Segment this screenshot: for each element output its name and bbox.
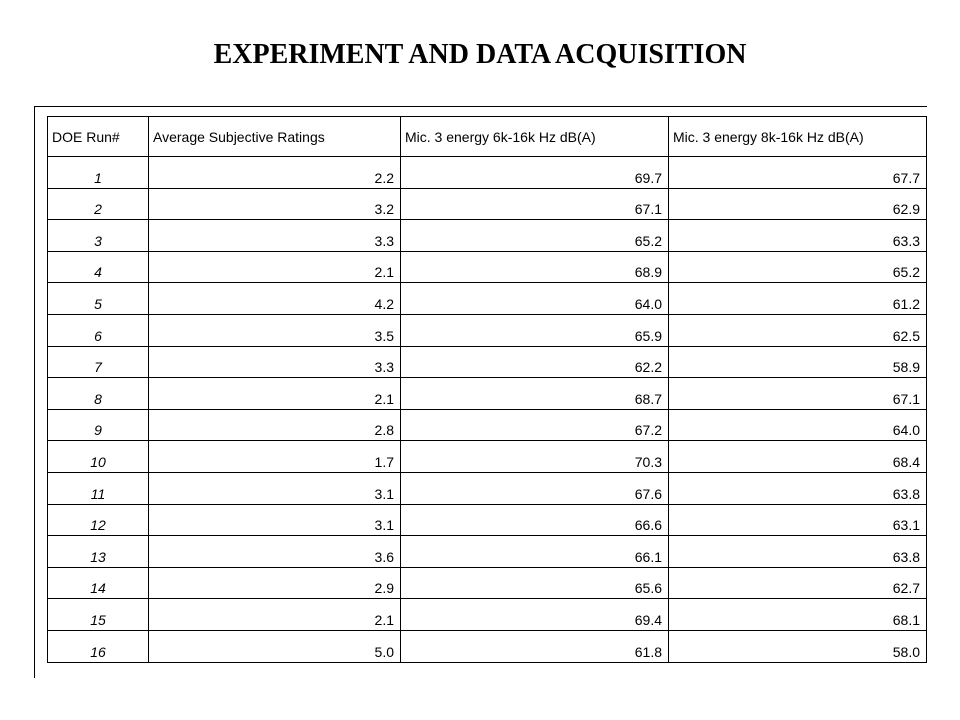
cell-average-rating: 1.7	[149, 441, 401, 473]
cell-doe-run: 9	[48, 409, 149, 441]
cell-energy-8k-16k: 63.8	[669, 536, 927, 568]
cell-doe-run: 2	[48, 188, 149, 220]
table-row	[48, 599, 927, 631]
table-row	[48, 567, 927, 599]
table-row	[48, 346, 927, 378]
cell-average-rating: 3.3	[149, 346, 401, 378]
table-row	[48, 472, 927, 504]
cell-energy-6k-16k: 62.2	[401, 346, 669, 378]
cell-average-rating: 2.9	[149, 567, 401, 599]
cell-energy-6k-16k: 66.6	[401, 504, 669, 536]
table-row	[48, 251, 927, 283]
table-row	[48, 220, 927, 252]
cell-average-rating: 3.1	[149, 472, 401, 504]
cell-energy-8k-16k: 67.1	[669, 378, 927, 410]
cell-energy-6k-16k: 69.4	[401, 599, 669, 631]
cell-energy-6k-16k: 69.7	[401, 157, 669, 189]
cell-energy-6k-16k: 67.6	[401, 472, 669, 504]
cell-energy-6k-16k: 70.3	[401, 441, 669, 473]
table-row	[48, 504, 927, 536]
cell-energy-8k-16k: 61.2	[669, 283, 927, 315]
cell-average-rating: 2.8	[149, 409, 401, 441]
cell-average-rating: 5.0	[149, 630, 401, 662]
table-header-row	[48, 117, 927, 157]
cell-energy-8k-16k: 58.0	[669, 630, 927, 662]
cell-average-rating: 2.2	[149, 157, 401, 189]
cell-doe-run: 7	[48, 346, 149, 378]
cell-energy-8k-16k: 64.0	[669, 409, 927, 441]
table-row	[48, 378, 927, 410]
table-row	[48, 630, 927, 662]
cell-energy-8k-16k: 62.5	[669, 314, 927, 346]
cell-energy-6k-16k: 64.0	[401, 283, 669, 315]
cell-average-rating: 2.1	[149, 251, 401, 283]
cell-doe-run: 15	[48, 599, 149, 631]
column-header-mic3-energy-6k-16k: Mic. 3 energy 6k-16k Hz dB(A)	[401, 117, 669, 157]
cell-doe-run: 4	[48, 251, 149, 283]
cell-energy-8k-16k: 63.3	[669, 220, 927, 252]
cell-average-rating: 3.3	[149, 220, 401, 252]
cell-average-rating: 2.1	[149, 599, 401, 631]
table-row	[48, 441, 927, 473]
cell-energy-8k-16k: 63.8	[669, 472, 927, 504]
cell-doe-run: 8	[48, 378, 149, 410]
cell-doe-run: 13	[48, 536, 149, 568]
cell-doe-run: 1	[48, 157, 149, 189]
cell-energy-8k-16k: 67.7	[669, 157, 927, 189]
cell-energy-6k-16k: 67.2	[401, 409, 669, 441]
data-table	[47, 116, 927, 663]
cell-average-rating: 3.5	[149, 314, 401, 346]
cell-energy-6k-16k: 65.2	[401, 220, 669, 252]
cell-energy-8k-16k: 63.1	[669, 504, 927, 536]
cell-energy-6k-16k: 67.1	[401, 188, 669, 220]
table-row	[48, 188, 927, 220]
table-row	[48, 409, 927, 441]
table-row	[48, 157, 927, 189]
cell-energy-6k-16k: 61.8	[401, 630, 669, 662]
cell-energy-8k-16k: 62.9	[669, 188, 927, 220]
cell-energy-8k-16k: 58.9	[669, 346, 927, 378]
column-header-average-subjective-ratings: Average Subjective Ratings	[149, 117, 401, 157]
table-row	[48, 283, 927, 315]
cell-energy-6k-16k: 68.9	[401, 251, 669, 283]
cell-energy-6k-16k: 65.9	[401, 314, 669, 346]
table-body	[48, 157, 927, 663]
cell-average-rating: 2.1	[149, 378, 401, 410]
table-row	[48, 314, 927, 346]
cell-energy-8k-16k: 62.7	[669, 567, 927, 599]
cell-doe-run: 6	[48, 314, 149, 346]
page-title: EXPERIMENT AND DATA ACQUISITION	[213, 39, 747, 70]
cell-doe-run: 12	[48, 504, 149, 536]
cell-doe-run: 16	[48, 630, 149, 662]
cell-energy-6k-16k: 66.1	[401, 536, 669, 568]
cell-doe-run: 3	[48, 220, 149, 252]
cell-average-rating: 3.2	[149, 188, 401, 220]
cell-doe-run: 10	[48, 441, 149, 473]
column-header-doe-run: DOE Run#	[48, 117, 149, 157]
cell-doe-run: 14	[48, 567, 149, 599]
cell-energy-6k-16k: 68.7	[401, 378, 669, 410]
cell-energy-8k-16k: 65.2	[669, 251, 927, 283]
cell-average-rating: 3.6	[149, 536, 401, 568]
cell-energy-6k-16k: 65.6	[401, 567, 669, 599]
table-row	[48, 536, 927, 568]
column-header-mic3-energy-8k-16k: Mic. 3 energy 8k-16k Hz dB(A)	[669, 117, 927, 157]
cell-doe-run: 5	[48, 283, 149, 315]
cell-energy-8k-16k: 68.1	[669, 599, 927, 631]
cell-average-rating: 3.1	[149, 504, 401, 536]
cell-doe-run: 11	[48, 472, 149, 504]
cell-energy-8k-16k: 68.4	[669, 441, 927, 473]
cell-average-rating: 4.2	[149, 283, 401, 315]
